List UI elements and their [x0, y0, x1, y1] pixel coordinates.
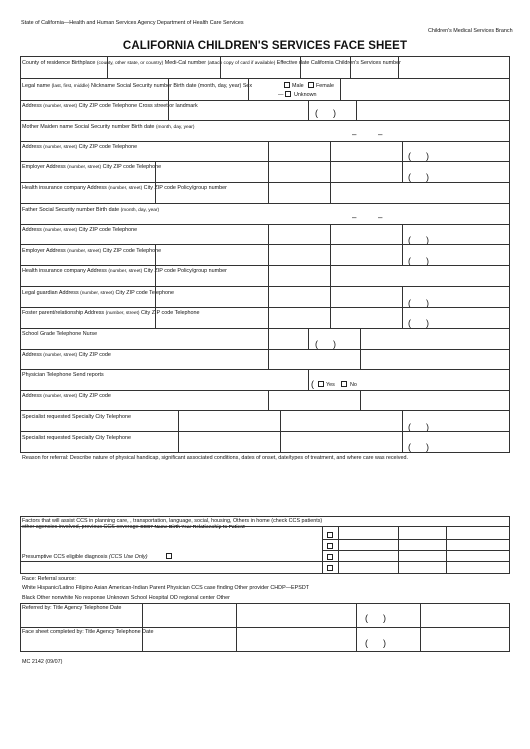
send-reports-no-checkbox[interactable]	[341, 381, 347, 387]
label-guardian: Legal guardian Address (number, street) City ZIP code Telephone	[22, 290, 175, 296]
label-school-address: Address (number, street) City ZIP code	[22, 352, 111, 358]
label-physician: Physician Telephone Send reports	[22, 372, 104, 378]
sex-male-checkbox[interactable]	[284, 82, 290, 88]
label-mother-employer: Employer Address (number, street) City ZIP code Telephone	[22, 164, 162, 170]
label-specialist-2: Specialist requested Specialty City Telephone	[22, 435, 131, 441]
label-mother: Mother Maiden name Social Security number Birth date (month, day, year)	[22, 124, 195, 130]
label-mother-address: Address (number, street) City ZIP code Telephone	[22, 144, 138, 150]
rule	[20, 56, 21, 452]
label-completed-by: Face sheet completed by: Title Agency Telephone Date	[22, 629, 154, 635]
label-foster: Foster parent/relationship Address (number, street) City ZIP code Telephone	[22, 310, 200, 316]
label-father-address: Address (number, street) City ZIP code Telephone	[22, 227, 138, 233]
label-father-insurance: Health insurance company Address (number, street) City ZIP code Policy/group number	[22, 268, 227, 274]
header-agency: State of California—Health and Human Services Agency Department of Health Care Services	[21, 20, 244, 26]
header-branch: Children's Medical Services Branch	[428, 28, 513, 34]
sex-male-label: Male	[292, 83, 304, 89]
race-options-row-2: Black Other nonwhite No response Unknown School Hospital OD regional center Other	[22, 595, 230, 601]
label-other-agencies: other agencies involved, previous CCS coverage CCS? Name Birth Year Relationship to Patient	[22, 524, 245, 530]
label-specialist-1: Specialist requested Specialty City Telephone	[22, 414, 131, 420]
form-number: MC 2142 (09/07)	[22, 659, 63, 665]
label-father-employer: Employer Address (number, street) City ZIP code Telephone	[22, 248, 162, 254]
presumptive-checkbox[interactable]	[166, 553, 172, 559]
send-reports-yes-checkbox[interactable]	[318, 381, 324, 387]
sex-unknown-label: Unknown	[294, 92, 317, 98]
page-title: CALIFORNIA CHILDREN'S SERVICES FACE SHEET	[122, 40, 408, 52]
label-father: Father Social Security number Birth date (month, day, year)	[22, 207, 160, 213]
others-in-home-ccs-checkbox-3[interactable]	[327, 554, 333, 560]
yes-label: Yes	[326, 382, 335, 388]
others-in-home-ccs-checkbox-4[interactable]	[327, 565, 333, 571]
label-physician-address: Address (number, street) City ZIP code	[22, 393, 111, 399]
rule	[20, 56, 510, 57]
label-referred-by: Referred by: Title Agency Telephone Date	[22, 605, 122, 611]
rule	[509, 56, 510, 452]
race-options-row-1: White Hispanic/Latino Filipino Asian American-Indian Parent Physician CCS case finding Other provider CHDP—EPSDT	[22, 585, 310, 591]
label-county-residence: County of residence Birthplace (county, other state, or country) Medi-Cal number (attach copy of card if available) Effective date California Children's Services number	[22, 60, 401, 66]
label-race: Race: Referral source:	[22, 576, 76, 582]
label-legal-name: Legal name (last, first, middle) Nickname Social Security number Birth date (month, day, year) Sex	[22, 83, 253, 89]
sex-unknown-checkbox[interactable]	[285, 91, 291, 97]
label-reason-referral: Reason for referral: Describe nature of physical handicap, significant associated conditions, dates of onset, date/types of treatment, and where care was received.	[22, 455, 408, 461]
label-address-1: Address (number, street) City ZIP code Telephone Cross street or landmark	[22, 103, 198, 109]
others-in-home-ccs-checkbox-1[interactable]	[327, 532, 333, 538]
label-factors: Factors that will assist CCS in planning care, , transportation, language, social, housing, Others in home (check CCS patients)	[22, 518, 323, 524]
sex-female-label: Female	[316, 83, 334, 89]
sex-female-checkbox[interactable]	[308, 82, 314, 88]
label-mother-insurance: Health insurance company Address (number, street) City ZIP code Policy/group number	[22, 185, 227, 191]
label-presumptive: Presumptive CCS eligible diagnosis (CCS Use Only)	[22, 554, 148, 560]
face-sheet-form: State of California—Health and Human Services Agency Department of Health Care Services Children's Medical Services Branch CALIFORNIA CHILDREN'S SERVICES FACE SHEET County of residence Birthplace (county, other state, or country) Medi-Cal number (attach copy of card if available) Effective date California Children's Services number Legal name (last, first, middle) Nickname Social Security number Birth date (month, day, year) Sex Male Female — Unknown Address (number, street) City ZIP code Telephone Cross street or landmark ( ) Mother Maiden name Social Security number Birth date (month, day, year) – – Address (number, street) City ZIP code Telephone ( ) Employer Address (number, street) City ZIP code Telephone ( ) Health insurance company Address (number, street) City ZIP code Policy/group number Father Social Security number Birth date (month, day, year) – – Address (number, street) City ZIP code Telephone ( ) Employer Address (number, street) City ZIP code Telephone ( ) Health insurance company Address (number, street) City ZIP code Policy/group number Legal guardian Address (number, street) City ZIP code Telephone ( ) Foster parent/relationship Address (number, street) City ZIP code Telephone ( ) School Grade Telephone Nurse ( ) Address (number, street) City ZIP code Physician Telephone Send reports ( Yes No Address (number, street) City ZIP code Specialist requested Specialty City Telephone ( ) Specialist requested Specialty City Telephone ( ) Reason for referral: Describe nature of physical handicap, significant associated conditions, dates of onset, date/types of treatment, and where care was received. Factors that will assist CCS in planning care, , transportation, language, social, housing, Others in home (check CCS patients) other agencies involved, previous CCS coverage CCS? Name Birth Year Relationship to Patient Presumptive CCS eligible diagnosis (CCS Use Only) Race: Referral source: White Hispanic/Latino Filipino Asian American-Indian Parent Physician CCS case finding Other provider CHDP—EPSDT Black Other nonwhite No response Unknown School Hospital OD regional center Other Referred by: Title Agency Telephone Date ( ) Face sheet completed by: Title Agency Telephone Date ( ) MC 2142 (09/07)	[0, 0, 530, 749]
others-in-home-ccs-checkbox-2[interactable]	[327, 543, 333, 549]
label-school: School Grade Telephone Nurse	[22, 331, 98, 337]
no-label: No	[350, 382, 357, 388]
